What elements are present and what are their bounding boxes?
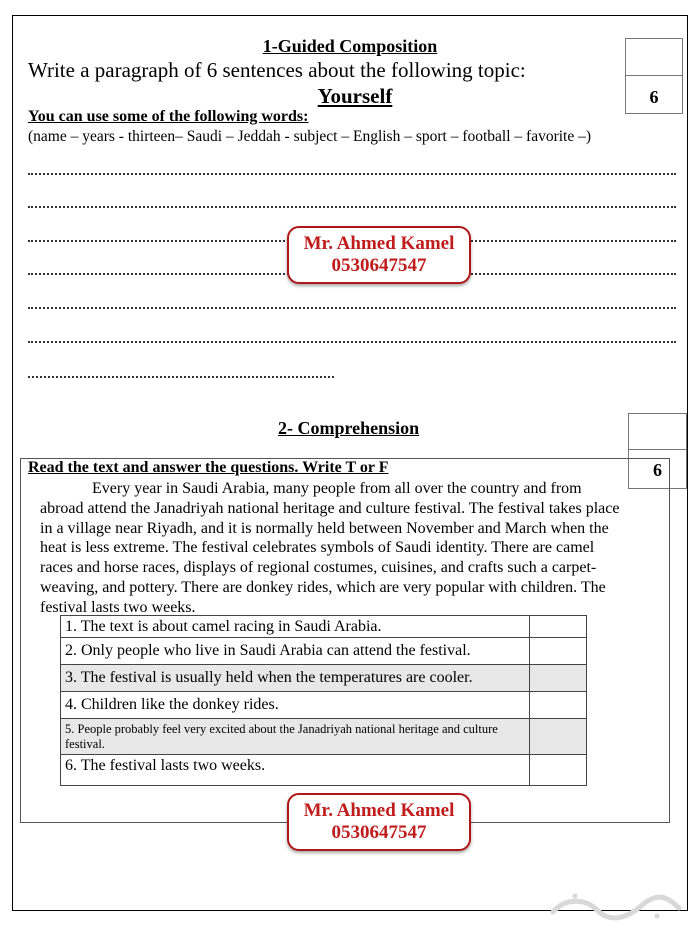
question-text: 3. The festival is usually held when the temperatures are cooler.: [61, 665, 530, 692]
answer-cell[interactable]: [530, 638, 587, 665]
stamp-name: Mr. Ahmed Kamel: [303, 233, 455, 254]
stamp-phone: 0530647547: [331, 255, 427, 276]
passage-line: Every year in Saudi Arabia, many people from all over the country and from: [92, 480, 582, 497]
teacher-stamp-bottom: [287, 793, 471, 851]
score-value-1: 6: [649, 87, 659, 107]
writing-line[interactable]: [28, 172, 676, 175]
answer-cell[interactable]: [530, 755, 587, 786]
question-text: 6. The festival lasts two weeks.: [61, 755, 530, 786]
passage-line: abroad attend the Janadriyah national heritage and culture festival. The festival takes place: [40, 499, 620, 517]
words-list: (name – years - thirteen– Saudi – Jeddah - subject – English – sport – football – favorite –): [28, 128, 592, 145]
section1-instruction: Write a paragraph of 6 sentences about the following topic:: [28, 58, 526, 82]
question-text: 5. People probably feel very excited about the Janadriyah national heritage and culture festival.: [61, 719, 530, 755]
table-row: [61, 616, 587, 638]
score-value-2: 6: [653, 460, 662, 480]
words-heading: You can use some of the following words:: [28, 108, 309, 125]
question-text: 4. Children like the donkey rides.: [61, 692, 530, 719]
passage-line: races and horse races, displays of regional costumes, cuisines, and crafts such a carpet-: [40, 559, 597, 577]
score-box-1: [625, 38, 683, 114]
question-text: 2. Only people who live in Saudi Arabia can attend the festival.: [61, 638, 530, 665]
stamp-name: Mr. Ahmed Kamel: [303, 800, 455, 821]
table-row: [61, 638, 587, 665]
section1-title: 1-Guided Composition: [262, 36, 438, 56]
passage-line: festival lasts two weeks.: [40, 598, 196, 616]
table-row: [61, 719, 587, 755]
stamp-phone: 0530647547: [331, 822, 427, 843]
writing-line[interactable]: [28, 306, 676, 309]
section2-title: 2- Comprehension: [278, 418, 420, 438]
passage-line: heat is less extreme. The festival celebrates symbols of Saudi identity. There are camel: [40, 539, 595, 557]
section2-instruction: Read the text and answer the questions. Write T or F: [28, 459, 389, 476]
passage: [40, 479, 660, 618]
topic-title: Yourself: [317, 84, 393, 108]
answer-cell[interactable]: [530, 692, 587, 719]
true-false-table: [60, 615, 587, 786]
table-row: [61, 755, 587, 786]
writing-line[interactable]: [28, 375, 334, 378]
answer-cell[interactable]: [530, 719, 587, 755]
writing-line[interactable]: [28, 205, 676, 208]
teacher-stamp-top: [287, 226, 471, 284]
answer-cell[interactable]: [530, 616, 587, 638]
writing-line[interactable]: [28, 340, 676, 343]
watermark-logo-icon: [545, 888, 685, 922]
passage-line: in a village near Riyadh, and it is normally held between November and March when the: [40, 519, 609, 537]
answer-cell[interactable]: [530, 665, 587, 692]
question-text: 1. The text is about camel racing in Saudi Arabia.: [61, 616, 530, 638]
passage-line: weaving, and pottery. There are donkey rides, which are very popular with children. The: [40, 578, 606, 596]
table-row: [61, 692, 587, 719]
table-row: [61, 665, 587, 692]
